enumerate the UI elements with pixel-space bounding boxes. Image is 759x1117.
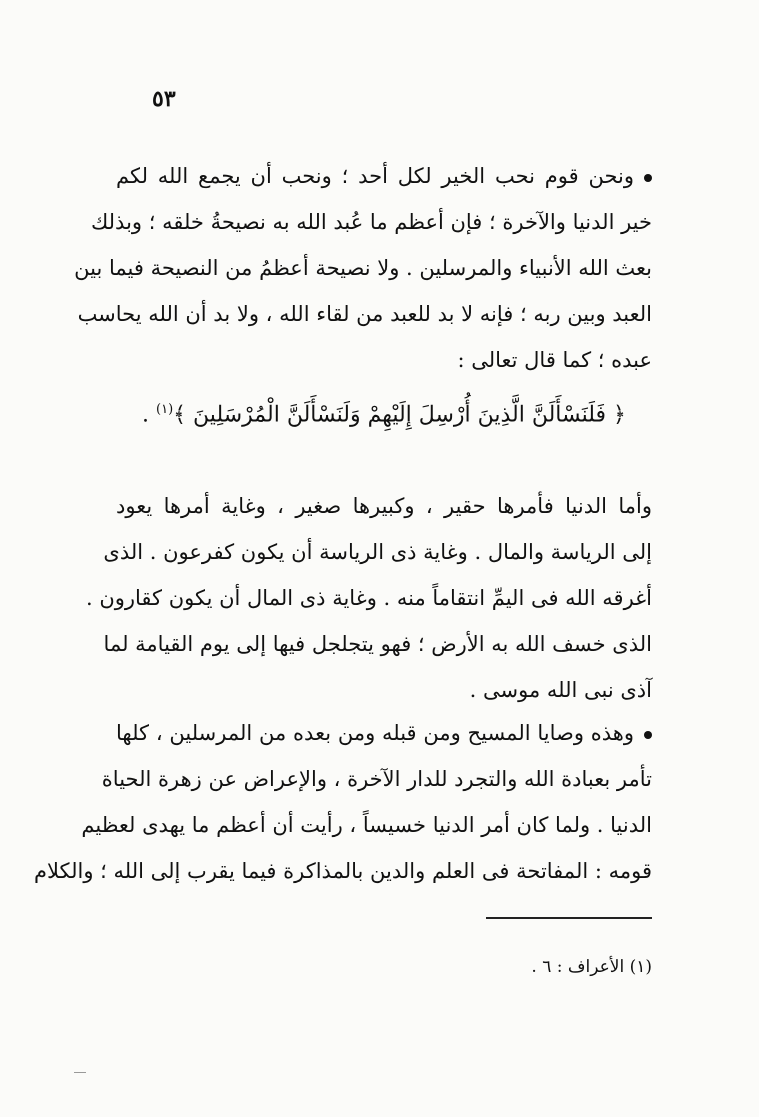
verse-text: ﴿ فَلَنَسْأَلَنَّ الَّذِينَ أُرْسِلَ إِلَيْهِمْ وَلَنَسْأَلَنَّ الْمُرْسَلِينَ ﴾ [173,402,626,428]
text-line-content: وهذه وصايا المسيح ومن قبله ومن بعده من المرسلين ، كلها [116,721,634,745]
text-line: العبد وبين ربه ؛ فإنه لا بد للعبد من لقاء الله ، ولا بد أن الله يحاسب [77,302,652,326]
paragraph-1 [74,153,652,383]
footnote: (١) الأعراف : ٦ . [531,957,652,977]
text-line: وأما الدنيا فأمرها حقير ، وكبيرها صغير ، وغاية أمرها يعود [116,494,652,518]
footnote-marker: (١) [156,402,174,417]
text-line: أغرقه الله فى اليمِّ انتقاماً منه . وغاية ذى المال أن يكون كقارون . [85,586,652,610]
verse-end: . [142,402,150,428]
paragraph-bullet-icon [644,731,652,739]
text-line: إلى الرياسة والمال . وغاية ذى الرياسة أن يكون كفرعون . الذى [103,540,652,564]
text-line: آذى نبى الله موسى . [469,678,652,702]
paragraph-bullet-icon [644,174,652,182]
page-edge-mark [74,1072,86,1073]
text-line: قومه : المفاتحة فى العلم والدين بالمذاكرة فيما يقرب إلى الله ؛ والكلام [33,859,652,883]
paragraph-3 [33,710,652,894]
quran-verse [116,390,652,435]
paragraph-2 [85,483,652,713]
text-line: بعث الله الأنبياء والمرسلين . ولا نصيحة أعظمُ من النصيحة فيما بين [74,256,652,280]
page-number: ٥٣ [152,86,176,112]
text-line: الذى خسف الله به الأرض ؛ فهو يتجلجل فيها إلى يوم القيامة لما [103,632,652,656]
footnote-divider [486,917,652,919]
text-line [116,710,652,756]
text-line: خير الدنيا والآخرة ؛ فإن أعظم ما عُبد الله به نصيحةُ خلقه ؛ وبذلك [90,210,652,234]
text-line: تأمر بعبادة الله والتجرد للدار الآخرة ، والإعراض عن زهرة الحياة [101,767,652,791]
text-line: عبده ؛ كما قال تعالى : [457,348,652,372]
text-line-content: ونحن قوم نحب الخير لكل أحد ؛ ونحب أن يجمع الله لكم [116,164,634,188]
text-line [116,153,652,199]
text-line: الدنيا . ولما كان أمر الدنيا خسيساً ، رأيت أن أعظم ما يهدى لعظيم [81,813,652,837]
